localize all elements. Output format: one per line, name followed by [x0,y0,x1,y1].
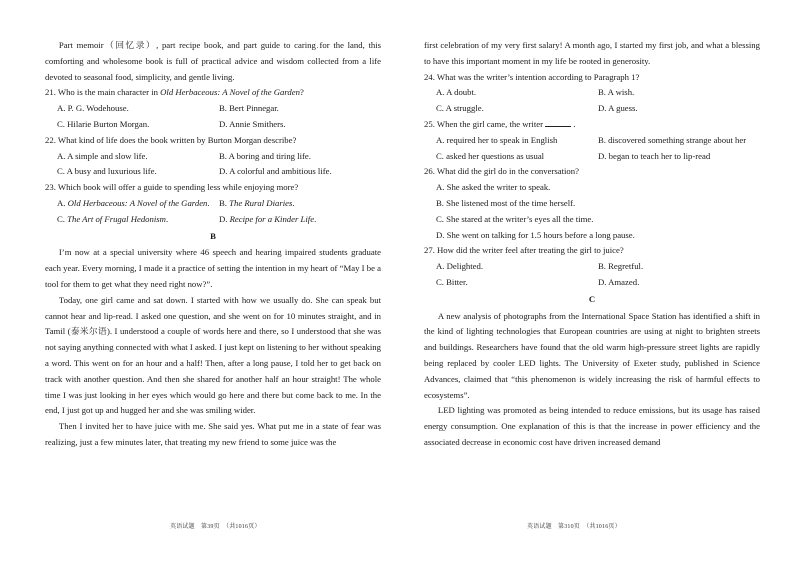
answer-blank [545,118,571,127]
section-b-heading: B [210,230,216,241]
page-footer-left: 英语试题 第39页 （共1016页） [170,524,261,530]
question-21 [45,85,381,132]
question-23-stem: 23. Which book will offer a guide to spending less while enjoying more? [45,182,299,193]
option-a[interactable]: A. She asked the writer to speak. [436,182,551,193]
option-a[interactable]: A. P. G. Wodehouse. [57,103,129,114]
option-b[interactable]: B. A boring and tiring life. [219,150,311,161]
question-25 [424,117,760,164]
option-d[interactable]: D. Recipe for a Kinder Life. [219,213,317,224]
option-c[interactable]: C. The Art of Frugal Hedonism. [57,213,169,224]
option-b[interactable]: B. discovered something strange about her [598,134,747,145]
option-d[interactable]: D. A guess. [598,103,638,114]
option-a[interactable]: A. A doubt. [436,87,477,98]
option-d[interactable]: D. A colorful and ambitious life. [219,166,332,177]
question-21-stem: 21. Who is the main character in Old Herbaceous: A Novel of the Garden? [45,87,304,98]
question-26 [424,164,760,243]
question-26-stem: 26. What did the girl do in the conversation? [424,166,579,177]
option-c[interactable]: C. Hilarie Burton Morgan. [57,118,150,129]
option-c[interactable]: C. Bitter. [436,276,468,287]
passage-b-paragraph-1: I’m now at a special university where 46 speech and hearing impaired students graduate each year. Every morning, I made it a practice of setting the intention in my heart of “May I be a tool for them to get what they need right now?”. [45,247,381,289]
question-23 [45,180,381,227]
passage-b-paragraph-3: Then I invited her to have juice with me. She said yes. What put me in a state of fear was realizing, just a few minutes later, that treating my new friend to some juice was the [45,421,381,447]
option-b[interactable]: B. A wish. [598,87,635,98]
option-c[interactable]: C. A busy and luxurious life. [57,166,157,177]
option-a[interactable]: A. Delighted. [436,261,484,272]
option-a[interactable]: A. A simple and slow life. [57,150,148,161]
option-d[interactable]: D. began to teach her to lip-read [598,150,711,161]
passage-b-paragraph-2: Today, one girl came and sat down. I started with how we usually do. She can speak but cannot hear and lip-read. I asked one question, and she went on for 10 minutes straight, and in Tamil (泰米尔语). I understood a couple of words here and there, so I understood that she was not saying anything connected with what I asked. I just kept on listening to her without speaking a word. This went on for an hour and a half! Then, after a long pause, I told her to get back on track with another question. And then she shared for another half an hour straight! The whole time I was just looking in her eyes which would go here and there but come back to me. In the end, I just got up and hugged her and she was smiling wider. [45,294,381,416]
option-d[interactable]: D. Amazed. [598,276,640,287]
option-d[interactable]: D. Annie Smithers. [219,118,286,129]
option-b[interactable]: B. Regretful. [598,261,644,272]
option-a[interactable]: A. required her to speak in English [436,134,558,145]
question-22-stem: 22. What kind of life does the book written by Burton Morgan describe? [45,134,297,145]
option-c[interactable]: C. A struggle. [436,103,484,114]
question-27-stem: 27. How did the writer feel after treating the girl to juice? [424,245,624,256]
option-b[interactable]: B. The Rural Diaries. [219,197,295,208]
section-c-heading: C [588,293,596,304]
question-24-stem: 24. What was the writer’s intention according to Paragraph 1? [424,71,640,82]
option-c[interactable]: C. She stared at the writer’s eyes all the time. [436,213,594,224]
left-column [45,38,381,451]
right-column [424,38,760,451]
intro-paragraph: Part memoir（回忆录）, part recipe book, and part guide to caring for the land, this comforting and wholesome book is full of practical advice and wisdom collected from a life devoted to seasonal food, simplicity, and gentle living. [45,40,381,82]
book-title: Old Herbaceous: A Novel of the Garden [160,87,300,98]
question-25-stem: 25. When the girl came, the writer . [424,118,576,129]
option-c[interactable]: C. asked her questions as usual [436,150,545,161]
option-b[interactable]: B. Bert Pinnegar. [219,103,279,114]
question-27 [424,243,760,290]
page-footer-right: 英语试题 第310页 （共1016页） [527,524,621,530]
question-22 [45,133,381,180]
passage-c-paragraph-1: A new analysis of photographs from the International Space Station has identified a shift in the kind of lighting technologies that European countries are using at night to brighten streets and buildings. Researchers have found that the old warm high-pressure street lights are rapidly being replaced by cooler LED lights. The University of Exeter study, published in Science Advances, claimed that “this phenomenon is widely increasing the risk of harmful effects to ecosystems”. [424,310,760,400]
passage-c-paragraph-2: LED lighting was promoted as being intended to reduce emissions, but its usage has raised energy consumption. One explanation of this is that the increase in power efficiency and the associated decrease in economic cost have driven increased demand [424,405,760,447]
option-a[interactable]: A. Old Herbaceous: A Novel of the Garden. [57,197,210,208]
passage-b-continuation: first celebration of my very first salary! A month ago, I started my first job, and what a blessing to have this important moment in my life be rooted in generosity. [424,40,760,66]
question-24 [424,70,760,117]
option-d[interactable]: D. She went on talking for 1.5 hours before a long pause. [436,229,635,240]
option-b[interactable]: B. She listened most of the time herself. [436,197,576,208]
